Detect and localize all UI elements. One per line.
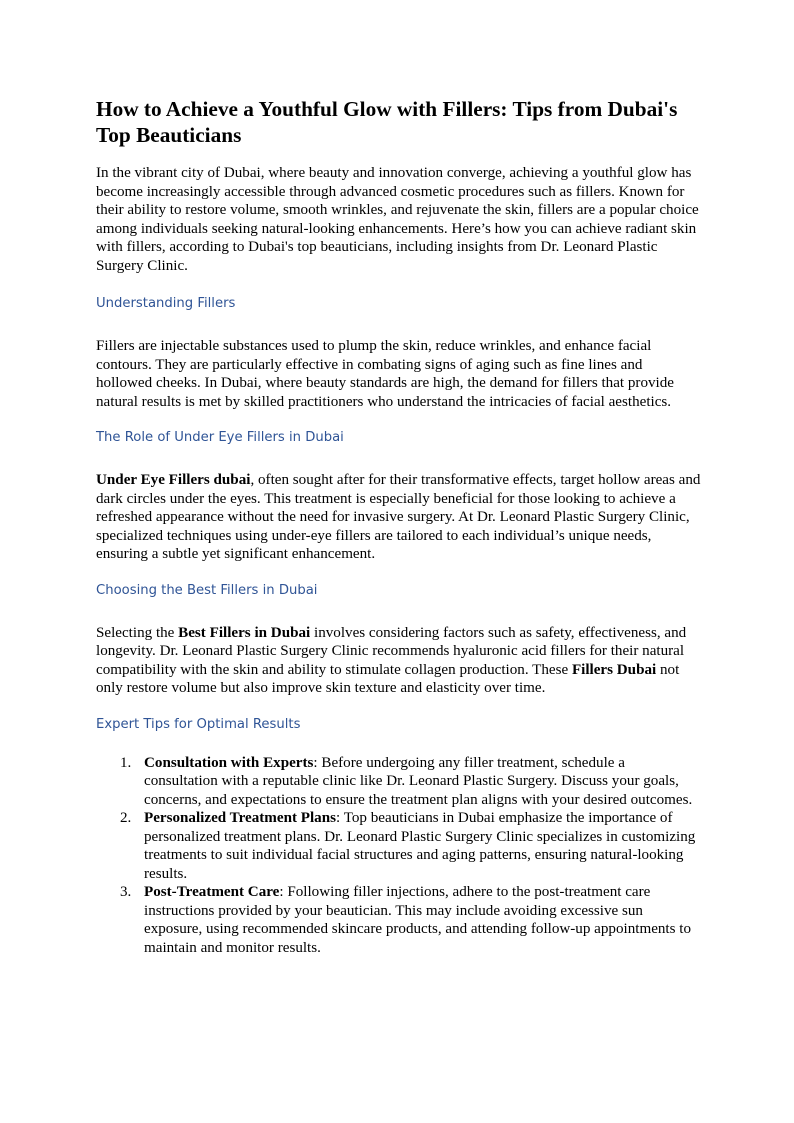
under-eye-fillers-term: Under Eye Fillers dubai: [96, 472, 251, 488]
best-fillers-text-b: involves considering factors such as safety, effectiveness, and longevity. Dr. Leonard Plastic Surgery Clinic recommends hyaluronic acid fillers for their natural compatibility with the skin and ability to stimulate collagen production. These: [96, 624, 687, 678]
understanding-fillers-paragraph: Fillers are injectable substances used to plump the skin, reduce wrinkles, and enhance facial contours. They are particularly effective in combating signs of aging such as fine lines and hollowed cheeks. In Dubai, where beauty standards are high, the demand for fillers that provide natural results is met by skilled practitioners who understand the intricacies of facial aesthetics.: [96, 338, 674, 410]
heading-best-fillers: Choosing the Best Fillers in Dubai: [96, 582, 318, 598]
list-item-title: Consultation with Experts: [144, 754, 314, 771]
list-item-title: Personalized Treatment Plans: [144, 810, 337, 826]
page-title: How to Achieve a Youthful Glow with Fillers: Tips from Dubai's Top Beauticians: [96, 97, 678, 147]
intro-paragraph: In the vibrant city of Dubai, where beauty and innovation converge, achieving a youthful glow has become increasingly accessible through advanced cosmetic procedures such as fillers. Known for their ability to restore volume, smooth wrinkles, and rejuvenate the skin, fillers are a popular choice among individuals seeking natural-looking enhancements. Here’s how you can achieve radiant skin with fillers, according to Dubai's top beauticians, including insights from Dr. Leonard Plastic Surgery Clinic.: [96, 165, 699, 274]
best-fillers-text-c: not only restore volume but also improve skin texture and elasticity over time.: [96, 661, 680, 696]
fillers-dubai-term: Fillers Dubai: [571, 661, 657, 678]
best-fillers-text-a: Selecting the: [96, 624, 179, 641]
heading-under-eye-fillers: The Role of Under Eye Fillers in Dubai: [96, 430, 344, 445]
list-item-title: Post-Treatment Care: [144, 884, 280, 900]
list-item: [96, 883, 702, 957]
under-eye-fillers-paragraph: [96, 471, 702, 564]
list-item-text: : Following filler injections, adhere to the post-treatment care instructions provided by your beautician. This may include avoiding excessive sun exposure, using recommended skincare products, and attending follow-up appointments to maintain and monitor results.: [144, 884, 692, 956]
heading-expert-tips: Expert Tips for Optimal Results: [96, 716, 301, 732]
under-eye-fillers-text: , often sought after for their transformative effects, target hollow areas and dark circles under the eyes. This treatment is especially beneficial for those looking to achieve a refreshed appearance without the need for invasive surgery. At Dr. Leonard Plastic Surgery Clinic, specialized techniques using under-eye fillers are tailored to each individual’s unique needs, ensuring a subtle yet significant enhancement.: [96, 472, 701, 562]
best-fillers-term: Best Fillers in Dubai: [178, 624, 311, 641]
list-item-number: 1.: [120, 754, 132, 771]
list-item: [96, 754, 702, 810]
list-item: [96, 809, 702, 883]
best-fillers-paragraph: [96, 624, 702, 698]
list-item-text: : Before undergoing any filler treatment, schedule a consultation with a reputable clinic like Dr. Leonard Plastic Surgery. Discuss your goals, concerns, and expectations to ensure the treatment plan aligns with your desired outcomes.: [144, 754, 693, 808]
document-page: [96, 96, 702, 957]
heading-understanding-fillers: Understanding Fillers: [96, 296, 236, 311]
expert-tips-list: [96, 754, 702, 958]
list-item-number: 3.: [120, 884, 132, 900]
list-item-number: 2.: [120, 810, 132, 826]
list-item-text: : Top beauticians in Dubai emphasize the importance of personalized treatment plans. Dr. Leonard Plastic Surgery Clinic specializes in customizing treatments to suit individual facial structures and aging patterns, ensuring natural-looking results.: [144, 810, 696, 882]
